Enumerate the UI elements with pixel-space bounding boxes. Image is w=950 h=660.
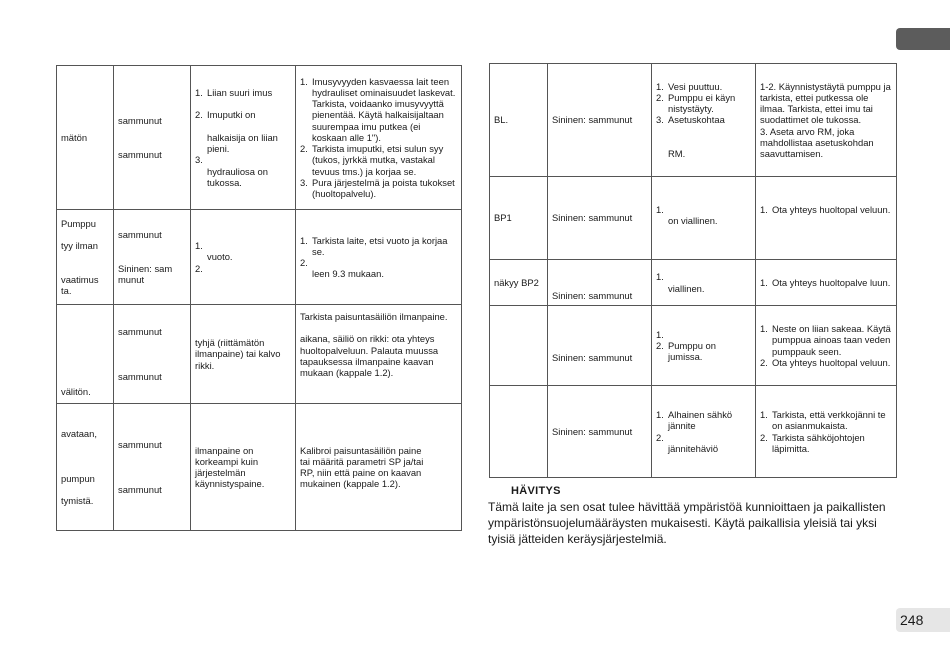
led-status-cell: Sininen: sammunut	[548, 64, 652, 177]
cell-line	[300, 322, 457, 333]
cell-line	[118, 240, 186, 251]
list-item	[656, 340, 751, 362]
cell-line: käynnistyspaine.	[195, 478, 265, 490]
cause-cell	[191, 66, 296, 210]
remedy-cell	[756, 260, 897, 306]
disposal-heading: HÄVITYS	[511, 485, 561, 497]
list-item	[656, 148, 751, 159]
list-item	[195, 109, 291, 120]
list-item	[760, 204, 892, 215]
list-item	[760, 432, 892, 454]
list-item-number	[195, 177, 207, 188]
list-item-number: 2.	[300, 143, 308, 155]
cell-line: aikana, säiliö on rikki: ota yhteys	[300, 333, 435, 345]
list-item-text: Pura järjestelmä ja poista tukokset (huoltopalvelu).	[312, 176, 455, 199]
cell-line	[61, 330, 109, 341]
list-item-number	[300, 268, 312, 279]
list-item-text: pieni.	[207, 143, 230, 155]
cause-cell	[652, 260, 756, 306]
cell-line: sammunut	[118, 370, 162, 382]
cell-line	[118, 360, 186, 371]
cell-line: korkeampi kuin	[195, 455, 259, 467]
list-item-text: Tarkista sähköjohtojen läpimitta.	[772, 431, 865, 454]
remedy-cell	[296, 210, 462, 305]
cell-line: tai määritä parametri SP ja/tai	[300, 455, 424, 467]
list-item	[656, 329, 751, 340]
list-item-text	[668, 204, 751, 215]
list-item	[195, 177, 291, 188]
cell-line	[61, 375, 109, 386]
list-item-number	[656, 148, 668, 159]
table-row	[490, 64, 897, 177]
cell-line: mukainen (kappale 1.2).	[300, 478, 401, 490]
led-status-cell	[114, 210, 191, 305]
list-item-text: Asetuskohtaa	[668, 114, 725, 126]
list-item-text: Neste on liian sakeaa. Käytä pumppua ainoas taan veden pumppauk seen.	[772, 323, 891, 357]
list-item-text	[207, 98, 291, 109]
cell-line: 3. Aseta arvo RM, joka mahdollistaa asetuskohdan saavuttamisen.	[760, 125, 874, 159]
list-item	[195, 143, 291, 154]
cause-cell	[191, 404, 296, 531]
cell-line	[61, 341, 109, 352]
list-item-number: 3.	[656, 114, 664, 126]
list-item-text: jännitehäviö	[668, 442, 719, 454]
list-item-number: 2.	[195, 109, 203, 121]
list-item-text: leen 9.3 mukaan.	[312, 268, 384, 280]
list-item	[300, 268, 457, 279]
cell-line: ilmanpaine) tai kalvo	[195, 348, 281, 360]
cell-line	[61, 450, 109, 461]
cause-cell	[191, 210, 296, 305]
list-item-text: Liian suuri imus	[207, 87, 273, 99]
list-item-number: 1.	[760, 323, 768, 335]
list-item-text: Imuputki on	[207, 109, 256, 121]
cell-line: mätön	[61, 131, 88, 143]
cell-line: Sininen: sam	[118, 262, 173, 274]
cell-line: sammunut	[118, 115, 162, 127]
alarm-code-cell	[490, 306, 548, 386]
table-row	[57, 305, 462, 404]
list-item	[195, 166, 291, 177]
list-item-text: Tarkista, että verkkojänni te on asianmukaista.	[772, 409, 886, 432]
cell-line: huoltopalveluun. Palauta muussa	[300, 344, 439, 356]
list-item	[195, 121, 291, 132]
cell-line: 1-2. Käynnistystäytä pumppu ja tarkista, ettei putkessa ole ilmaa. Tarkista, ettei imu tai suodattimet ole tukossa.	[760, 80, 891, 126]
list-item-text: halkaisija on liian	[207, 131, 278, 143]
cause-cell	[191, 305, 296, 404]
list-item	[195, 98, 291, 109]
remedy-cell	[756, 386, 897, 478]
led-status-cell	[114, 66, 191, 210]
section-tab-marker	[896, 28, 950, 50]
list-item-number: 1.	[656, 204, 664, 215]
list-item-number: 1.	[656, 271, 664, 283]
list-item-text: Ota yhteys huoltopal veluun.	[772, 356, 891, 368]
led-status-cell	[114, 404, 191, 531]
list-item	[656, 409, 751, 431]
list-item-number	[656, 126, 668, 137]
list-item-text: Tarkista imuputki, etsi sulun syy (tukos, jyrkkä mutka, vastakal tevuus tms.) ja korjaa se.	[312, 143, 444, 177]
led-status-cell: Sininen: sammunut	[548, 306, 652, 386]
cell-line: ta.	[61, 285, 72, 296]
list-item-number: 3.	[195, 154, 203, 166]
cell-line	[118, 473, 186, 484]
cell-line	[61, 251, 109, 262]
cell-line	[61, 229, 109, 240]
remedy-cell	[296, 66, 462, 210]
list-item-number: 2.	[760, 356, 768, 368]
list-item	[656, 114, 751, 125]
list-item	[760, 357, 892, 368]
list-item-number	[656, 443, 668, 454]
table-row	[490, 177, 897, 260]
cause-cell	[652, 177, 756, 260]
list-item	[656, 81, 751, 92]
list-item-number	[195, 121, 207, 132]
list-item-text	[668, 126, 751, 137]
cell-line: vaatimus	[61, 273, 99, 285]
cell-line: Pumppu	[61, 217, 96, 229]
list-item	[656, 443, 751, 454]
list-item-text: Pumppu ei käyn nistystäyty.	[668, 91, 736, 115]
cause-cell	[652, 306, 756, 386]
led-status-cell: Sininen: sammunut	[548, 386, 652, 478]
cell-line	[118, 461, 186, 472]
troubleshooting-table-left	[56, 65, 462, 531]
cell-line: sammunut	[118, 483, 162, 495]
cell-line: avataan,	[61, 427, 97, 439]
cell-line: Tarkista paisuntasäiliön ilmanpaine.	[300, 311, 448, 322]
list-item-number: 1.	[760, 409, 768, 421]
list-item-text	[207, 240, 291, 251]
cell-line	[61, 484, 109, 495]
list-item-text: Alhainen sähkö jännite	[668, 409, 733, 432]
list-item	[656, 137, 751, 148]
condition-cell	[57, 210, 114, 305]
list-item	[195, 132, 291, 143]
list-item	[195, 87, 291, 98]
list-item-text: Tarkista laite, etsi vuoto ja korjaa se.	[312, 234, 448, 257]
list-item-number: 2.	[656, 339, 664, 351]
cause-cell	[652, 64, 756, 177]
list-item-text: vuoto.	[207, 251, 233, 263]
list-item-text: Imusyvyyden kasvaessa lait teen hydrauliset ominaisuudet laskevat. Tarkista, voidaanko imusyvyyttä pienentää. Käytä halkaisijaltaan suurempaa imu putkea (ei koskaan alle 1").	[312, 75, 456, 143]
cell-line: järjestelmän	[195, 467, 246, 478]
cell-line	[61, 263, 109, 274]
cell-line: tapauksessa ilmanpaine kaavan	[300, 355, 434, 367]
list-item	[300, 143, 457, 177]
cell-line: sammunut	[118, 228, 162, 240]
list-item	[195, 154, 291, 165]
list-item-number: 2.	[760, 431, 768, 443]
list-item-text: Ota yhteys huoltopal veluun.	[772, 204, 891, 215]
list-item	[760, 409, 892, 431]
condition-cell	[57, 305, 114, 404]
alarm-code-cell: BP1	[490, 177, 548, 260]
list-item-number	[195, 143, 207, 154]
list-item-text: Vesi puuttuu.	[668, 80, 723, 92]
list-item-number: 2.	[195, 262, 203, 274]
list-item-text: viallinen.	[668, 282, 705, 294]
list-item	[760, 277, 892, 288]
led-status-cell: Sininen: sammunut	[548, 260, 652, 306]
table-row	[57, 210, 462, 305]
cell-line	[118, 348, 186, 359]
list-item-text: on viallinen.	[668, 215, 718, 227]
cell-line: munut	[118, 273, 145, 285]
list-item-number	[195, 166, 207, 177]
remedy-cell	[756, 64, 897, 177]
list-item-text	[312, 257, 457, 268]
list-item-number: 1.	[760, 204, 768, 215]
list-item-number	[195, 132, 207, 143]
led-status-cell	[114, 305, 191, 404]
cell-line	[118, 126, 186, 137]
list-item-number	[656, 215, 668, 226]
list-item-number	[195, 98, 207, 109]
list-item-number: 1.	[656, 328, 664, 340]
list-item	[300, 257, 457, 268]
list-item-text	[668, 432, 751, 443]
list-item-number: 2.	[300, 257, 308, 268]
list-item	[195, 251, 291, 262]
list-item	[760, 323, 892, 357]
cell-line: pumpun	[61, 472, 95, 484]
list-item-number: 1.	[195, 240, 203, 252]
list-item	[656, 432, 751, 443]
alarm-code-cell: BL.	[490, 64, 548, 177]
cell-line: välitön.	[61, 385, 91, 397]
cell-line: RP, niin että paine on kaavan	[300, 467, 422, 478]
list-item-text: Ota yhteys huoltopalve luun.	[772, 276, 891, 288]
alarm-code-cell	[490, 386, 548, 478]
cell-line: sammunut	[118, 325, 162, 337]
cell-line	[118, 450, 186, 461]
list-item	[300, 76, 457, 143]
remedy-cell	[756, 306, 897, 386]
table-row	[57, 404, 462, 531]
troubleshooting-table-right	[489, 63, 897, 478]
cell-line	[118, 138, 186, 149]
condition-cell	[57, 66, 114, 210]
table-row	[490, 306, 897, 386]
list-item-text	[668, 271, 751, 282]
remedy-cell	[296, 404, 462, 531]
list-item	[195, 263, 291, 274]
list-item-text: tukossa.	[207, 176, 242, 188]
cell-line: Kalibroi paisuntasäiliön paine	[300, 444, 422, 456]
cell-line	[61, 439, 109, 450]
table-row	[57, 66, 462, 210]
list-item-text: Pumppu on jumissa.	[668, 339, 716, 363]
cell-line: tyhjä (riittämätön	[195, 337, 265, 349]
list-item	[656, 271, 751, 282]
cell-line	[61, 363, 109, 374]
cell-line	[118, 251, 186, 262]
cell-line	[61, 352, 109, 363]
cell-line	[61, 319, 109, 330]
page-number: 248	[896, 608, 950, 632]
list-item	[656, 92, 751, 114]
cell-line: tyy ilman	[61, 240, 98, 252]
list-item	[300, 235, 457, 257]
led-status-cell: Sininen: sammunut	[548, 177, 652, 260]
list-item-number: 1.	[656, 80, 664, 92]
list-item-number: 2.	[656, 431, 664, 443]
list-item	[656, 204, 751, 215]
condition-cell	[57, 404, 114, 531]
cell-line: ilmanpaine on	[195, 444, 254, 456]
list-item-text	[207, 154, 291, 165]
list-item-text: hydrauliosa on	[207, 165, 268, 177]
cell-line	[118, 337, 186, 348]
list-item-text: RM.	[668, 148, 686, 159]
list-item-text	[668, 137, 751, 148]
list-item	[656, 283, 751, 294]
list-item-number: 1.	[656, 409, 664, 421]
cause-cell	[652, 386, 756, 478]
list-item-number	[195, 251, 207, 262]
cell-line	[61, 461, 109, 472]
list-item-number: 1.	[300, 75, 308, 87]
list-item-number: 1.	[195, 87, 203, 99]
cell-line: rikki.	[195, 359, 215, 371]
list-item-text	[668, 329, 751, 340]
alarm-code-cell: näkyy BP2	[490, 260, 548, 306]
cell-line: sammunut	[118, 148, 162, 160]
table-row	[490, 260, 897, 306]
list-item-number: 1.	[760, 276, 768, 288]
list-item-number: 2.	[656, 91, 664, 103]
list-item	[656, 126, 751, 137]
list-item-number	[656, 137, 668, 148]
remedy-cell	[296, 305, 462, 404]
cell-line: sammunut	[118, 438, 162, 450]
list-item-text	[207, 121, 291, 132]
list-item-number	[656, 283, 668, 294]
list-item-number: 1.	[300, 234, 308, 246]
table-row	[490, 386, 897, 478]
list-item	[656, 215, 751, 226]
list-item-text	[207, 263, 291, 274]
list-item-number: 3.	[300, 176, 308, 188]
disposal-paragraph: Tämä laite ja sen osat tulee hävittää ympäristöä kunnioittaen ja paikallisten ympäristönsuojelumääräysten mukaisesti. Käytä paikallisia yleisiä tai yksi tyisiä jätteiden keräysjärjestelmiä.	[488, 500, 886, 546]
cell-line: tymistä.	[61, 495, 94, 506]
cell-line: mukaan (kappale 1.2).	[300, 367, 394, 379]
list-item	[195, 240, 291, 251]
list-item	[300, 177, 457, 199]
remedy-cell	[756, 177, 897, 260]
